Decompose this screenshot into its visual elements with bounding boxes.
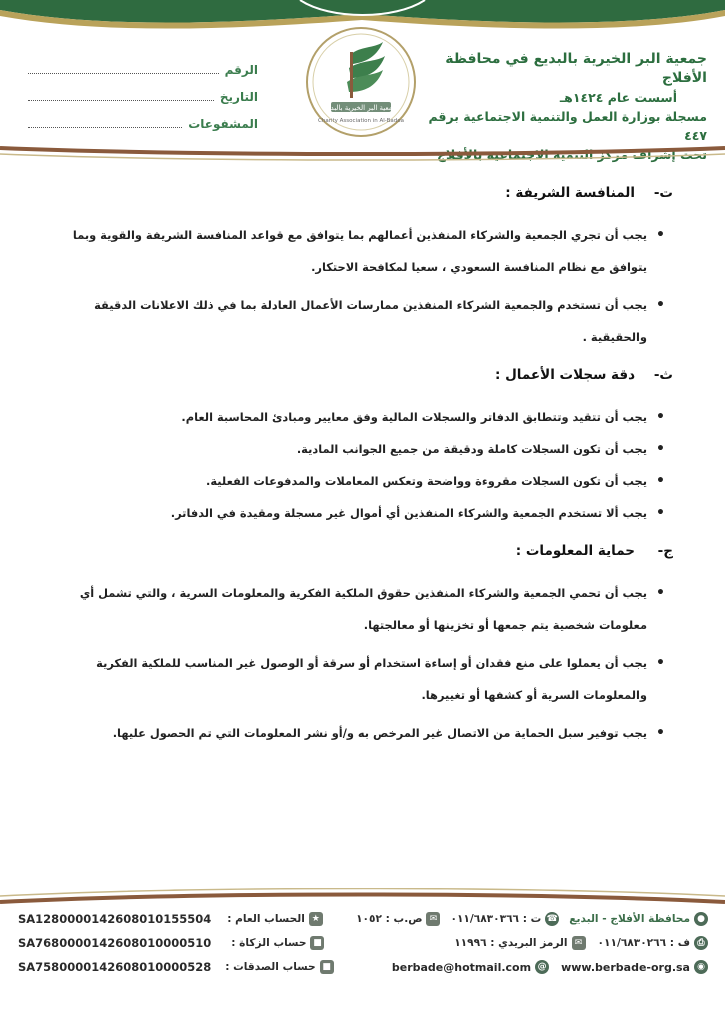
account-row — [18, 936, 324, 950]
attachments-label: المشفوعات — [188, 116, 258, 131]
footer-fax-row — [454, 936, 708, 950]
location-icon: ● — [694, 912, 708, 926]
attachments-field — [28, 110, 258, 137]
list-item: • يجب أن يعملوا على منع فقدان أو إساءة استخدام أو سرقة أو الوصول غير المناسب للملكية الفكرية والمعلومات السرية أو كشفها أو تغييرها. — [63, 647, 647, 711]
list-item: • يجب ألا تستخدم الجمعية والشركاء المنفذين أي أموال غير مسجلة ومقيدة في الدفاتر. — [63, 497, 647, 529]
account-iban: SA7680000142608010000510 — [18, 936, 212, 950]
association-logo — [303, 24, 419, 140]
section-letter: ت- — [653, 185, 673, 201]
footer-fax: ف : ٠١١/٦٨٣٠٢٦٦ — [597, 937, 690, 949]
date-label: التاريخ — [219, 89, 258, 104]
list-item: • يجب أن تكون السجلات مقروءة وواضحة وتعكس المعاملات والمدفوعات الفعلية. — [63, 465, 647, 497]
footer-web-row — [392, 960, 708, 974]
date-field — [28, 83, 258, 110]
bank-icon: ★ — [309, 912, 323, 926]
account-label: الحساب العام : — [227, 913, 305, 925]
number-field — [28, 56, 258, 83]
founded-text: أسست عام ١٤٢٤هـ — [559, 90, 677, 105]
charity-icon: ■ — [320, 960, 334, 974]
list-item: • يجب أن تحمي الجمعية والشركاء المنفذين حقوق الملكية الفكرية والمعلومات السرية ، والتي تشمل أي معلومات شخصية يتم جمعها أو تخزينها أو معالجتها. — [63, 577, 647, 641]
list-item: • يجب أن تكون السجلات كاملة ودقيقة من جميع الجوانب المادية. — [63, 433, 647, 465]
footer-phone: ت : ٠١١/٦٨٣٠٣٦٦ — [450, 913, 542, 925]
footer-email[interactable]: berbade@hotmail.com — [391, 960, 532, 974]
supervision-text: تحت إشراف مركز التنمية الاجتماعية بالأفلاج — [436, 147, 707, 162]
account-row — [18, 912, 323, 926]
list-item: • يجب أن تستخدم والجمعية الشركاء المنفذين ممارسات الأعمال العادلة بما في ذلك الاعلانات الدقيقة والحقيقية . — [63, 289, 647, 353]
document-body — [63, 185, 673, 749]
account-label: حساب الصدقات : — [225, 961, 316, 973]
list-item: • يجب توفير سبل الحماية من الاتصال غير المرخص به و/أو نشر المعلومات التي تم الحصول عليها. — [63, 717, 647, 749]
reference-fields — [28, 56, 258, 137]
zakat-icon: ■ — [310, 936, 324, 950]
section-letter: ج- — [657, 543, 673, 559]
section-information-protection — [63, 543, 673, 749]
footer-postal: الرمز البريدي : ١١٩٩٦ — [454, 937, 568, 949]
org-name: جمعية البر الخيرية بالبديع في محافظة الأفلاج — [445, 51, 707, 86]
number-label: الرقم — [224, 62, 258, 77]
footer — [18, 910, 708, 980]
section-letter: ث- — [653, 367, 673, 383]
account-label: حساب الزكاة : — [231, 937, 307, 949]
footer-pobox: ص.ب : ١٠٥٢ — [356, 913, 423, 925]
logo-english-text: Charity Association in Al-Badea — [318, 118, 404, 124]
footer-divider — [0, 888, 725, 908]
globe-icon: ◉ — [694, 960, 708, 974]
phone-icon: ☎ — [546, 914, 558, 924]
email-icon: @ — [535, 960, 549, 974]
registered-text: مسجلة بوزارة العمل والتنمية الاجتماعية برقم ٤٤٧ — [428, 109, 707, 143]
list-item: • يجب أن تتقيد وتتطابق الدفاتر والسجلات المالية وفق معايير ومبادئ المحاسبة العام. — [63, 401, 647, 433]
section-title: دقة سجلات الأعمال : — [494, 367, 635, 383]
account-row — [18, 960, 334, 974]
account-iban: SA7580000142608010000528 — [18, 960, 212, 974]
list-item: • يجب أن تجري الجمعية والشركاء المنفذين أعمالهم بما يتوافق مع قواعد المنافسة الشريفة والقوية وبما يتوافق مع نظام المنافسة السعودي ، سعيا لمكافحة الاحتكار. — [63, 219, 647, 283]
mailbox-icon: ✉ — [426, 912, 440, 926]
footer-location: محافظة الأفلاج - البديع — [569, 913, 690, 925]
footer-location-row — [356, 912, 708, 926]
logo-arabic-text: جمعية البر الخيرية بالبديع — [324, 104, 398, 112]
section-business-records — [63, 367, 673, 529]
header-divider — [0, 142, 725, 164]
section-title: المنافسة الشريفة : — [505, 185, 635, 201]
fax-icon: ⎙ — [694, 936, 708, 950]
section-fair-competition — [63, 185, 673, 353]
footer-website[interactable]: www.berbade-org.sa — [561, 960, 690, 974]
account-iban: SA1280000142608010155504 — [18, 912, 212, 926]
postal-icon: ✉ — [572, 936, 586, 950]
section-title: حماية المعلومات : — [515, 543, 635, 559]
